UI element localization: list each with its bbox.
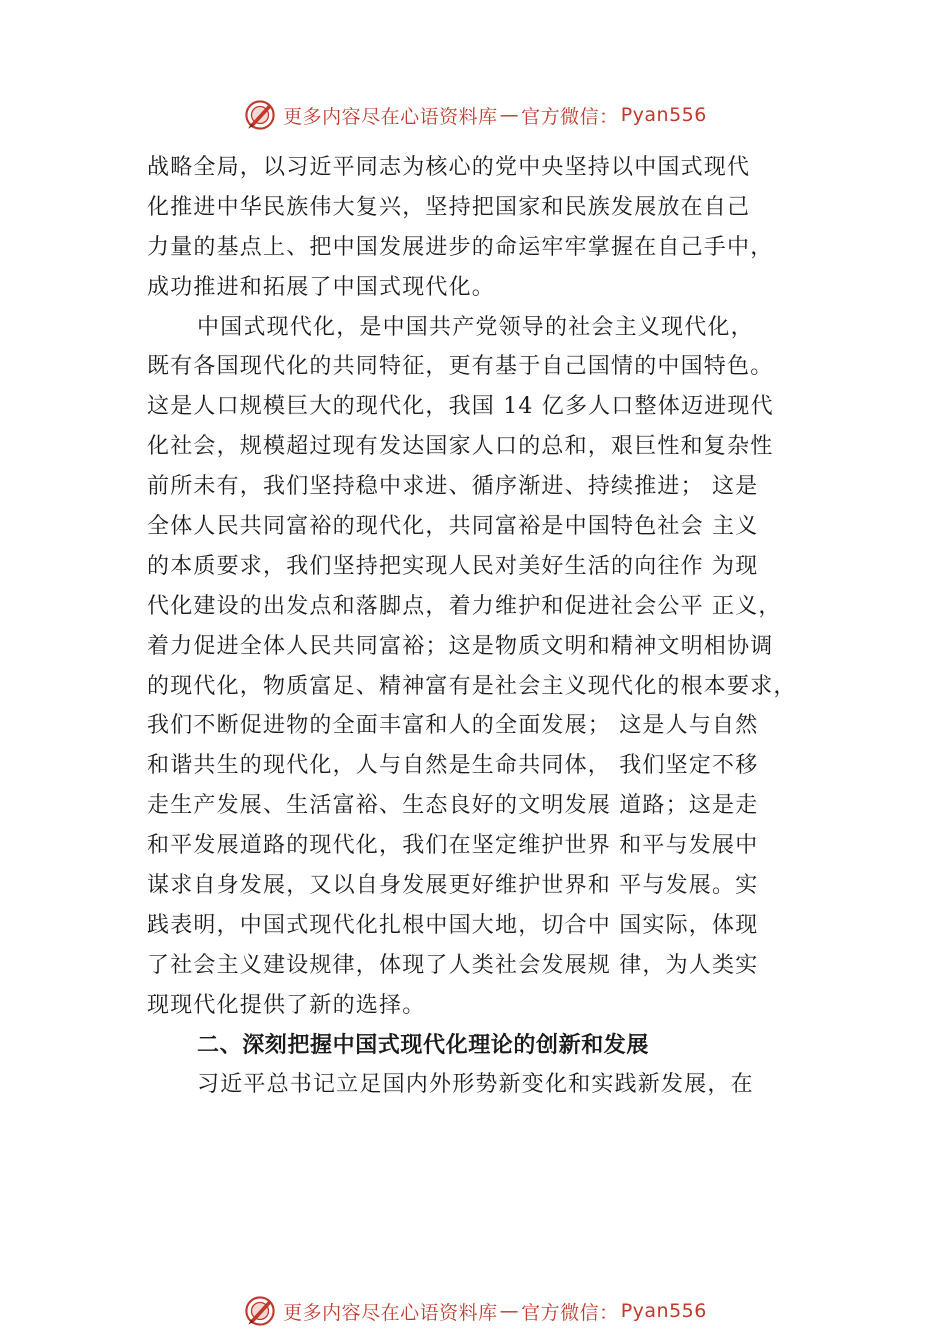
watermark-text: 更多内容尽在心语资料库: [283, 1301, 498, 1324]
pen-seal-icon: [243, 1294, 277, 1328]
pen-seal-icon: [243, 98, 277, 132]
text-line: 化社会，规模超过现有发达国家人口的总和，艰巨性和复杂性: [147, 434, 774, 460]
text-line: 谋求自身发展，又以自身发展更好维护世界和 平与发展。实: [147, 873, 759, 899]
text-line: 这是人口规模巨大的现代化，我国 14 亿多人口整体迈进现代: [147, 394, 774, 420]
text-line: 践表明，中国式现代化扎根中国大地，切合中 国实际，体现: [147, 912, 759, 938]
text-line: 力量的基点上、把中国发展进步的命运牢牢掌握在自己手中，: [147, 234, 774, 260]
text-line: 和平发展道路的现代化，我们在坚定维护世界 和平与发展中: [147, 833, 759, 859]
text-line: 成功推进和拓展了中国式现代化。: [147, 274, 496, 300]
text-line: 的现代化，物质富足、精神富有是社会主义现代化的根本要求，: [147, 673, 797, 699]
text-line: 全体人民共同富裕的现代化，共同富裕是中国特色社会 主义: [147, 514, 759, 540]
section-heading: 二、深刻把握中国式现代化理论的创新和发展: [197, 1032, 650, 1058]
watermark-label: 官方微信：: [521, 1301, 619, 1324]
watermark-account: Pyan556: [620, 104, 707, 126]
watermark-separator: —: [499, 104, 520, 126]
document-body: [147, 148, 837, 1105]
footer-watermark: [0, 1291, 950, 1331]
text-line: 既有各国现代化的共同特征，更有基于自己国情的中国特色。: [147, 354, 774, 380]
watermark-label: 官方微信：: [521, 105, 619, 128]
text-line: 代化建设的出发点和落脚点，着力维护和促进社会公平 正义，: [147, 593, 782, 619]
text-line: 的本质要求，我们坚持把实现人民对美好生活的向往作 为现: [147, 553, 759, 579]
watermark-text: 更多内容尽在心语资料库: [283, 105, 498, 128]
header-watermark: [0, 95, 950, 135]
text-line: 现现代化提供了新的选择。: [147, 992, 426, 1018]
text-line: 走生产发展、生活富裕、生态良好的文明发展 道路；这是走: [147, 793, 759, 819]
paragraph-first-line: 习近平总书记立足国内外形势新变化和实践新发展，在: [197, 1072, 754, 1098]
watermark-separator: —: [499, 1300, 520, 1322]
text-line: 了社会主义建设规律，体现了人类社会发展规 律，为人类实: [147, 952, 759, 978]
text-line: 我们不断促进物的全面丰富和人的全面发展； 这是人与自然: [147, 713, 759, 739]
paragraph-first-line: 中国式现代化，是中国共产党领导的社会主义现代化，: [197, 314, 754, 340]
text-line: 和谐共生的现代化，人与自然是生命共同体， 我们坚定不移: [147, 753, 759, 779]
text-line: 化推进中华民族伟大复兴，坚持把国家和民族发展放在自己: [147, 194, 751, 220]
text-line: 前所未有，我们坚持稳中求进、循序渐进、持续推进； 这是: [147, 474, 759, 500]
watermark-account: Pyan556: [620, 1300, 707, 1322]
text-line: 着力促进全体人民共同富裕；这是物质文明和精神文明相协调: [147, 633, 774, 659]
text-line: 战略全局，以习近平同志为核心的党中央坚持以中国式现代: [147, 155, 751, 180]
